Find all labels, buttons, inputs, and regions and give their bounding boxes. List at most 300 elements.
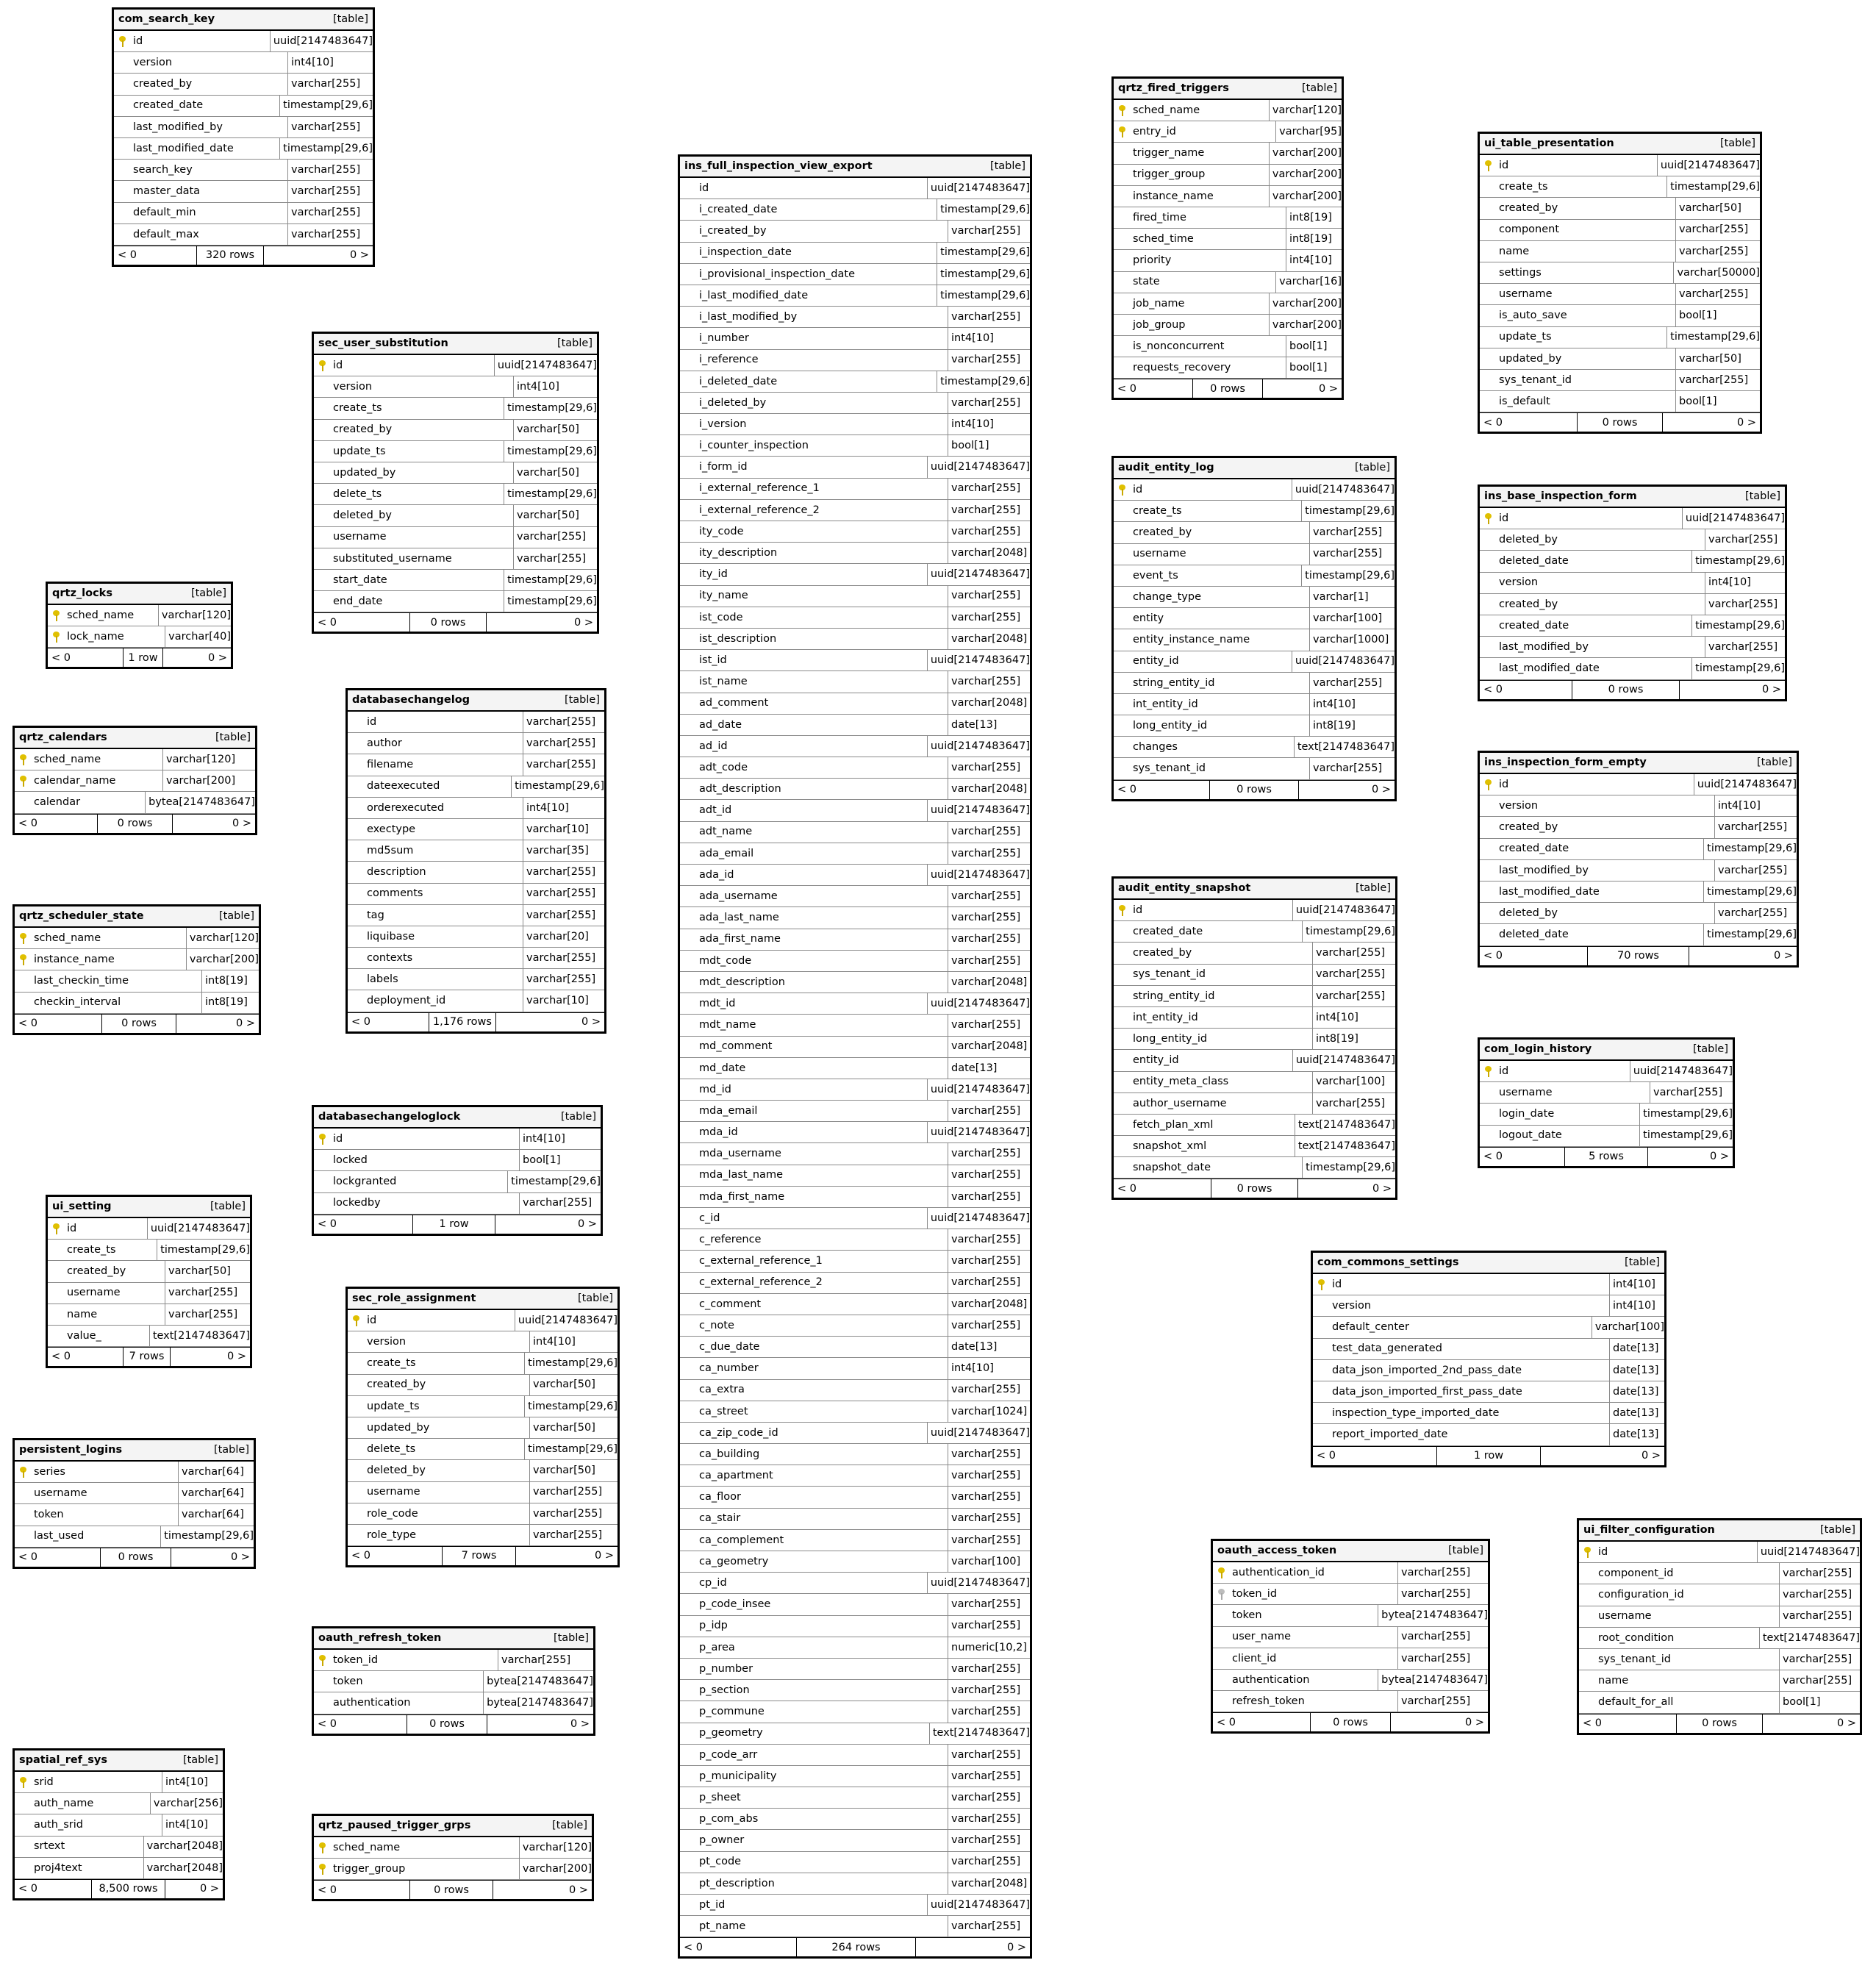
prev-page-button[interactable]: < 0 — [1480, 413, 1578, 432]
column-row[interactable] — [114, 31, 373, 52]
prev-page-button[interactable]: < 0 — [348, 1013, 429, 1031]
column-row[interactable] — [680, 1594, 1030, 1615]
column-row[interactable] — [1114, 737, 1395, 758]
column-row[interactable] — [680, 1273, 1030, 1294]
column-row[interactable] — [680, 1659, 1030, 1680]
column-row[interactable] — [1114, 965, 1395, 986]
column-row[interactable] — [114, 138, 373, 160]
column-row[interactable] — [1480, 573, 1785, 594]
column-row[interactable] — [1480, 615, 1785, 637]
column-row[interactable] — [680, 1616, 1030, 1637]
column-row[interactable] — [680, 1015, 1030, 1036]
column-row[interactable] — [314, 591, 597, 612]
column-row[interactable] — [48, 1261, 250, 1282]
column-row[interactable] — [1114, 315, 1342, 336]
column-row[interactable] — [1480, 924, 1797, 945]
column-row[interactable] — [348, 1310, 617, 1331]
column-row[interactable] — [1480, 1126, 1733, 1147]
column-row[interactable] — [1480, 529, 1785, 551]
column-row[interactable] — [680, 972, 1030, 993]
column-row[interactable] — [680, 715, 1030, 736]
column-row[interactable] — [1213, 1584, 1488, 1605]
prev-page-button[interactable]: < 0 — [1313, 1447, 1437, 1465]
column-row[interactable] — [680, 1315, 1030, 1337]
column-row[interactable] — [15, 993, 259, 1014]
table-qrtz-scheduler-state[interactable] — [12, 904, 261, 1035]
prev-page-button[interactable]: < 0 — [348, 1547, 443, 1565]
prev-page-button[interactable]: < 0 — [1480, 1148, 1565, 1166]
column-row[interactable] — [1480, 903, 1797, 924]
column-row[interactable] — [314, 1129, 601, 1150]
column-row[interactable] — [1480, 1061, 1733, 1082]
next-page-button[interactable]: 0 > — [200, 1883, 219, 1895]
column-row[interactable] — [15, 1772, 223, 1793]
next-page-button[interactable]: 0 > — [578, 1218, 597, 1230]
column-row[interactable] — [680, 929, 1030, 951]
column-row[interactable] — [348, 840, 604, 862]
column-row[interactable] — [1114, 587, 1395, 608]
next-page-button[interactable]: 0 > — [570, 1717, 590, 1730]
column-row[interactable] — [1213, 1691, 1488, 1712]
column-row[interactable] — [1114, 357, 1342, 379]
prev-page-button[interactable]: < 0 — [314, 1881, 410, 1899]
table-header[interactable] — [15, 1440, 254, 1462]
column-row[interactable] — [680, 1551, 1030, 1573]
column-row[interactable] — [680, 414, 1030, 435]
column-row[interactable] — [15, 770, 255, 792]
column-row[interactable] — [1480, 198, 1760, 219]
column-row[interactable] — [680, 607, 1030, 629]
column-row[interactable] — [680, 1401, 1030, 1423]
prev-page-button[interactable]: < 0 — [1114, 379, 1193, 398]
column-row[interactable] — [114, 96, 373, 117]
column-row[interactable] — [1313, 1360, 1664, 1381]
column-row[interactable] — [1114, 1136, 1395, 1157]
table-header[interactable] — [1480, 753, 1797, 774]
column-row[interactable] — [680, 1530, 1030, 1551]
column-row[interactable] — [15, 749, 255, 770]
table-com-commons-settings[interactable] — [1311, 1251, 1666, 1467]
column-row[interactable] — [314, 505, 597, 526]
next-page-button[interactable]: 0 > — [1319, 382, 1338, 395]
column-row[interactable] — [1480, 370, 1760, 391]
column-row[interactable] — [1579, 1563, 1860, 1584]
column-row[interactable] — [1114, 1007, 1395, 1029]
column-row[interactable] — [1480, 551, 1785, 572]
column-row[interactable] — [680, 199, 1030, 221]
table-spatial-ref-sys[interactable] — [12, 1748, 225, 1900]
column-row[interactable] — [314, 1171, 601, 1192]
next-page-button[interactable]: 0 > — [1762, 683, 1781, 695]
next-page-button[interactable]: 0 > — [595, 1550, 614, 1562]
column-row[interactable] — [1114, 921, 1395, 943]
column-row[interactable] — [348, 926, 604, 948]
column-row[interactable] — [1579, 1649, 1860, 1670]
column-row[interactable] — [680, 1637, 1030, 1659]
column-row[interactable] — [15, 1814, 223, 1836]
column-row[interactable] — [680, 1380, 1030, 1401]
table-qrtz-calendars[interactable] — [12, 726, 257, 835]
column-row[interactable] — [1480, 817, 1797, 838]
column-row[interactable] — [1480, 176, 1760, 198]
table-ins-base-inspection-form[interactable] — [1478, 484, 1787, 701]
column-row[interactable] — [1114, 165, 1342, 186]
column-row[interactable] — [680, 1058, 1030, 1079]
table-ui-table-presentation[interactable] — [1478, 132, 1762, 434]
column-row[interactable] — [680, 1122, 1030, 1143]
next-page-button[interactable]: 0 > — [1837, 1717, 1856, 1729]
table-sec-user-substitution[interactable] — [312, 332, 599, 634]
column-row[interactable] — [680, 1701, 1030, 1723]
column-row[interactable] — [680, 1143, 1030, 1165]
column-row[interactable] — [314, 1859, 592, 1880]
column-row[interactable] — [15, 1526, 254, 1548]
column-row[interactable] — [1114, 250, 1342, 271]
column-row[interactable] — [348, 776, 604, 798]
column-row[interactable] — [1480, 1104, 1733, 1125]
column-row[interactable] — [680, 886, 1030, 907]
column-row[interactable] — [15, 928, 259, 949]
column-row[interactable] — [680, 1208, 1030, 1229]
column-row[interactable] — [348, 1460, 617, 1481]
column-row[interactable] — [1313, 1381, 1664, 1403]
next-page-button[interactable]: 0 > — [232, 817, 251, 829]
table-header[interactable] — [314, 334, 597, 355]
column-row[interactable] — [314, 376, 597, 398]
table-databasechangelog[interactable] — [346, 688, 606, 1034]
column-row[interactable] — [1313, 1317, 1664, 1338]
prev-page-button[interactable]: < 0 — [15, 1015, 102, 1033]
column-row[interactable] — [680, 371, 1030, 393]
column-row[interactable] — [15, 1483, 254, 1504]
column-row[interactable] — [1114, 900, 1395, 921]
column-row[interactable] — [348, 990, 604, 1012]
table-oauth-access-token[interactable] — [1211, 1539, 1490, 1734]
table-qrtz-locks[interactable] — [46, 582, 233, 669]
column-row[interactable] — [680, 1787, 1030, 1809]
prev-page-button[interactable]: < 0 — [15, 1880, 92, 1898]
table-header[interactable] — [48, 584, 231, 605]
column-row[interactable] — [314, 1150, 601, 1171]
column-row[interactable] — [1114, 293, 1342, 315]
column-row[interactable] — [1213, 1670, 1488, 1691]
prev-page-button[interactable]: < 0 — [114, 246, 197, 265]
column-row[interactable] — [1213, 1648, 1488, 1670]
column-row[interactable] — [48, 1218, 250, 1240]
column-row[interactable] — [1480, 881, 1797, 903]
column-row[interactable] — [1114, 479, 1395, 501]
column-row[interactable] — [680, 1916, 1030, 1937]
next-page-button[interactable]: 0 > — [231, 1551, 250, 1563]
table-header[interactable] — [1480, 487, 1785, 508]
column-row[interactable] — [1114, 1072, 1395, 1093]
table-header[interactable] — [1480, 134, 1760, 155]
table-databasechangeloglock[interactable] — [312, 1105, 603, 1236]
column-row[interactable] — [680, 1187, 1030, 1208]
column-row[interactable] — [680, 757, 1030, 779]
column-row[interactable] — [1114, 143, 1342, 164]
column-row[interactable] — [1114, 121, 1342, 143]
column-row[interactable] — [348, 819, 604, 840]
column-row[interactable] — [348, 1417, 617, 1439]
column-row[interactable] — [1114, 943, 1395, 964]
column-row[interactable] — [680, 1895, 1030, 1916]
table-header[interactable] — [314, 1816, 592, 1837]
column-row[interactable] — [1313, 1339, 1664, 1360]
column-row[interactable] — [1579, 1628, 1860, 1649]
prev-page-button[interactable]: < 0 — [1213, 1713, 1311, 1731]
column-row[interactable] — [1114, 986, 1395, 1007]
column-row[interactable] — [15, 949, 259, 970]
column-row[interactable] — [1313, 1424, 1664, 1445]
column-row[interactable] — [348, 969, 604, 990]
column-row[interactable] — [680, 178, 1030, 199]
next-page-button[interactable]: 0 > — [1642, 1449, 1661, 1462]
column-row[interactable] — [680, 1723, 1030, 1745]
next-page-button[interactable]: 0 > — [227, 1351, 246, 1363]
column-row[interactable] — [348, 1503, 617, 1525]
column-row[interactable] — [680, 1358, 1030, 1379]
table-header[interactable] — [15, 906, 259, 928]
table-header[interactable] — [1313, 1253, 1664, 1274]
column-row[interactable] — [680, 564, 1030, 585]
column-row[interactable] — [1480, 391, 1760, 412]
column-row[interactable] — [680, 221, 1030, 242]
prev-page-button[interactable]: < 0 — [1114, 1179, 1211, 1198]
column-row[interactable] — [1114, 1093, 1395, 1115]
column-row[interactable] — [680, 350, 1030, 371]
next-page-button[interactable]: 0 > — [1774, 949, 1793, 962]
column-row[interactable] — [1114, 272, 1342, 293]
column-row[interactable] — [680, 800, 1030, 821]
column-row[interactable] — [680, 586, 1030, 607]
column-row[interactable] — [680, 1251, 1030, 1272]
table-ins-full-inspection-view-export[interactable] — [678, 154, 1032, 1959]
column-row[interactable] — [48, 605, 231, 626]
column-row[interactable] — [680, 1079, 1030, 1101]
column-row[interactable] — [680, 307, 1030, 328]
column-row[interactable] — [348, 1525, 617, 1546]
column-row[interactable] — [314, 1692, 593, 1714]
table-header[interactable] — [1114, 79, 1342, 100]
next-page-button[interactable]: 0 > — [350, 249, 369, 262]
table-ui-setting[interactable] — [46, 1195, 252, 1368]
prev-page-button[interactable]: < 0 — [680, 1938, 797, 1956]
prev-page-button[interactable]: < 0 — [15, 815, 98, 833]
column-row[interactable] — [1480, 774, 1797, 795]
column-row[interactable] — [680, 264, 1030, 285]
column-row[interactable] — [114, 181, 373, 202]
column-row[interactable] — [1114, 544, 1395, 565]
table-header[interactable] — [1114, 879, 1395, 900]
prev-page-button[interactable]: < 0 — [314, 1715, 407, 1734]
prev-page-button[interactable]: < 0 — [1579, 1714, 1677, 1733]
column-row[interactable] — [680, 1423, 1030, 1444]
column-row[interactable] — [314, 1193, 601, 1215]
column-row[interactable] — [15, 970, 259, 992]
column-row[interactable] — [1480, 637, 1785, 658]
column-row[interactable] — [680, 1680, 1030, 1701]
column-row[interactable] — [314, 527, 597, 548]
column-row[interactable] — [1480, 262, 1760, 284]
prev-page-button[interactable]: < 0 — [1114, 781, 1210, 799]
column-row[interactable] — [1480, 305, 1760, 326]
column-row[interactable] — [1480, 860, 1797, 881]
column-row[interactable] — [680, 1509, 1030, 1530]
column-row[interactable] — [1480, 241, 1760, 262]
column-row[interactable] — [348, 905, 604, 926]
next-page-button[interactable]: 0 > — [581, 1015, 601, 1028]
column-row[interactable] — [1480, 594, 1785, 615]
column-row[interactable] — [680, 951, 1030, 972]
column-row[interactable] — [1114, 608, 1395, 629]
column-row[interactable] — [314, 355, 597, 376]
column-row[interactable] — [348, 754, 604, 776]
next-page-button[interactable]: 0 > — [574, 616, 593, 629]
column-row[interactable] — [114, 117, 373, 138]
next-page-button[interactable]: 0 > — [1007, 1941, 1026, 1953]
column-row[interactable] — [15, 1858, 223, 1879]
prev-page-button[interactable]: < 0 — [1480, 947, 1588, 965]
next-page-button[interactable]: 0 > — [1372, 1182, 1392, 1195]
column-row[interactable] — [680, 285, 1030, 307]
column-row[interactable] — [680, 393, 1030, 414]
column-row[interactable] — [114, 224, 373, 246]
column-row[interactable] — [1114, 501, 1395, 522]
column-row[interactable] — [348, 1331, 617, 1353]
column-row[interactable] — [15, 792, 255, 813]
column-row[interactable] — [680, 1337, 1030, 1358]
table-header[interactable] — [314, 1628, 593, 1650]
column-row[interactable] — [348, 1396, 617, 1417]
column-row[interactable] — [114, 52, 373, 74]
column-row[interactable] — [1480, 284, 1760, 305]
table-audit-entity-log[interactable] — [1111, 456, 1397, 801]
column-row[interactable] — [314, 420, 597, 441]
column-row[interactable] — [1114, 1029, 1395, 1050]
prev-page-button[interactable]: < 0 — [15, 1548, 101, 1567]
column-row[interactable] — [1480, 508, 1785, 529]
column-row[interactable] — [680, 736, 1030, 757]
column-row[interactable] — [680, 693, 1030, 715]
column-row[interactable] — [1480, 839, 1797, 860]
table-sec-role-assignment[interactable] — [346, 1287, 620, 1567]
column-row[interactable] — [680, 243, 1030, 264]
column-row[interactable] — [314, 570, 597, 591]
next-page-button[interactable]: 0 > — [1372, 783, 1391, 795]
column-row[interactable] — [314, 462, 597, 484]
column-row[interactable] — [680, 521, 1030, 543]
column-row[interactable] — [680, 822, 1030, 843]
table-header[interactable] — [15, 728, 255, 749]
column-row[interactable] — [680, 1465, 1030, 1487]
column-row[interactable] — [1480, 220, 1760, 241]
column-row[interactable] — [1313, 1274, 1664, 1295]
table-header[interactable] — [48, 1197, 250, 1218]
column-row[interactable] — [1480, 155, 1760, 176]
column-row[interactable] — [114, 74, 373, 95]
column-row[interactable] — [680, 328, 1030, 349]
column-row[interactable] — [680, 1830, 1030, 1851]
column-row[interactable] — [680, 1487, 1030, 1508]
column-row[interactable] — [1114, 229, 1342, 250]
column-row[interactable] — [680, 1809, 1030, 1830]
column-row[interactable] — [314, 398, 597, 419]
table-header[interactable] — [314, 1107, 601, 1129]
table-qrtz-paused-trigger-grps[interactable] — [312, 1814, 594, 1901]
column-row[interactable] — [348, 712, 604, 733]
column-row[interactable] — [680, 1165, 1030, 1187]
column-row[interactable] — [680, 1852, 1030, 1873]
column-row[interactable] — [348, 733, 604, 754]
table-ins-inspection-form-empty[interactable] — [1478, 751, 1799, 968]
table-persistent-logins[interactable] — [12, 1438, 256, 1569]
column-row[interactable] — [1114, 336, 1342, 357]
column-row[interactable] — [15, 1837, 223, 1858]
prev-page-button[interactable]: < 0 — [314, 1215, 413, 1234]
column-row[interactable] — [680, 650, 1030, 671]
next-page-button[interactable]: 0 > — [208, 651, 227, 664]
column-row[interactable] — [680, 1745, 1030, 1766]
column-row[interactable] — [680, 457, 1030, 478]
column-row[interactable] — [1213, 1627, 1488, 1648]
column-row[interactable] — [348, 884, 604, 905]
column-row[interactable] — [680, 1037, 1030, 1058]
column-row[interactable] — [1114, 715, 1395, 737]
column-row[interactable] — [680, 1573, 1030, 1594]
table-qrtz-fired-triggers[interactable] — [1111, 76, 1344, 400]
column-row[interactable] — [1213, 1562, 1488, 1584]
column-row[interactable] — [1579, 1692, 1860, 1713]
column-row[interactable] — [314, 548, 597, 570]
column-row[interactable] — [348, 1439, 617, 1460]
column-row[interactable] — [48, 1304, 250, 1326]
table-header[interactable] — [114, 10, 373, 31]
column-row[interactable] — [1480, 658, 1785, 679]
column-row[interactable] — [1114, 1157, 1395, 1179]
column-row[interactable] — [314, 1837, 592, 1859]
column-row[interactable] — [314, 484, 597, 505]
table-audit-entity-snapshot[interactable] — [1111, 876, 1397, 1200]
table-header[interactable] — [1579, 1520, 1860, 1542]
column-row[interactable] — [348, 1375, 617, 1396]
column-row[interactable] — [680, 671, 1030, 693]
next-page-button[interactable]: 0 > — [1465, 1716, 1484, 1728]
column-row[interactable] — [1114, 629, 1395, 651]
column-row[interactable] — [314, 1671, 593, 1692]
column-row[interactable] — [314, 1650, 593, 1671]
column-row[interactable] — [1114, 758, 1395, 779]
column-row[interactable] — [48, 1240, 250, 1261]
column-row[interactable] — [1579, 1584, 1860, 1606]
prev-page-button[interactable]: < 0 — [314, 613, 410, 632]
table-header[interactable] — [348, 1289, 617, 1310]
column-row[interactable] — [15, 1793, 223, 1814]
column-row[interactable] — [680, 435, 1030, 457]
column-row[interactable] — [348, 1353, 617, 1374]
column-row[interactable] — [680, 993, 1030, 1015]
column-row[interactable] — [680, 500, 1030, 521]
column-row[interactable] — [348, 948, 604, 969]
column-row[interactable] — [1114, 207, 1342, 229]
column-row[interactable] — [1114, 186, 1342, 207]
column-row[interactable] — [1480, 1082, 1733, 1104]
column-row[interactable] — [1313, 1295, 1664, 1317]
prev-page-button[interactable]: < 0 — [1480, 681, 1572, 699]
next-page-button[interactable]: 0 > — [1737, 416, 1756, 429]
table-oauth-refresh-token[interactable] — [312, 1626, 595, 1736]
column-row[interactable] — [1114, 522, 1395, 543]
